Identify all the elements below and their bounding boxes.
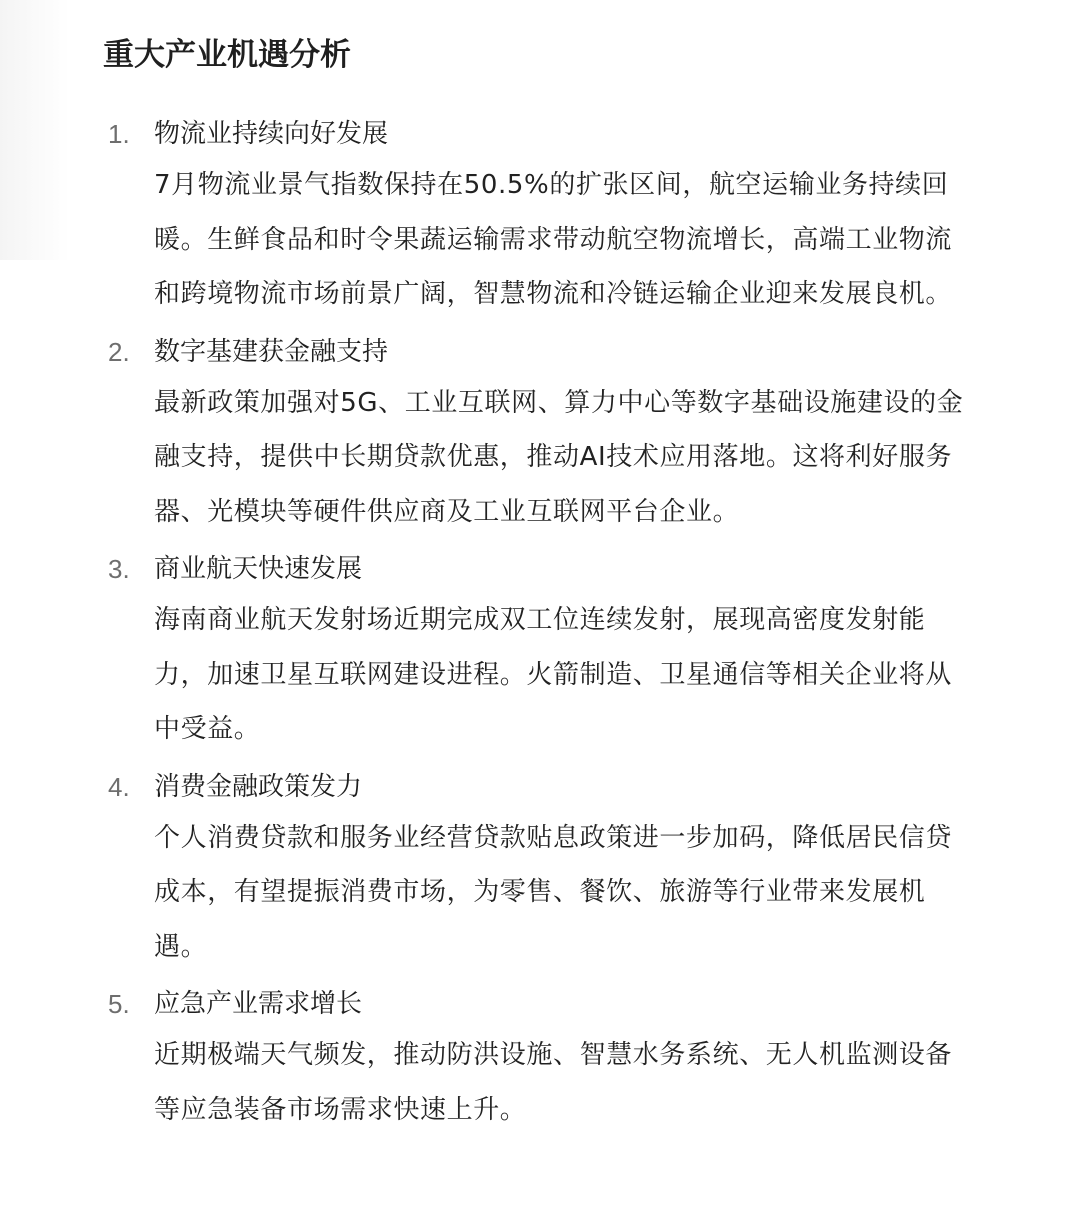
page-title: 重大产业机遇分析 [103,37,351,73]
item-title: 物流业持续向好发展 [154,119,389,149]
list-number: 1. [108,119,130,149]
list-number: 4. [108,771,130,802]
description-line: 7月物流业景气指数保持在50.5%的扩张区间，航空运输业务持续回 [154,170,949,200]
opportunity-list [0,110,1080,1137]
description-line: 中受益。 [154,714,261,744]
list-item [0,328,1080,540]
description-line: 近期极端天气频发，推动防洪设施、智慧水务系统、无人机监测设备 [154,1040,953,1070]
item-title: 消费金融政策发力 [154,771,363,802]
description-line: 遇。 [154,931,208,962]
item-title: 商业航天快速发展 [154,554,363,584]
description-line: 个人消费贷款和服务业经营贷款贴息政策进一步加码，降低居民信贷 [154,822,953,853]
description-line: 器、光模块等硬件供应商及工业互联网平台企业。 [154,496,740,527]
description-line: 最新政策加强对5G、工业互联网、算力中心等数字基础设施建设的金 [154,387,964,418]
description-line: 力，加速卫星互联网建设进程。火箭制造、卫星通信等相关企业将从 [154,659,953,690]
description-line: 和跨境物流市场前景广阔，智慧物流和冷链运输企业迎来发展良机。 [154,279,953,309]
item-title: 应急产业需求增长 [154,989,363,1019]
description-line: 暖。生鲜食品和时令果蔬运输需求带动航空物流增长，高端工业物流 [154,224,953,255]
description-line: 海南商业航天发射场近期完成双工位连续发射，展现高密度发射能 [154,605,926,635]
description-line: 融支持，提供中长期贷款优惠，推动AI技术应用落地。这将利好服务 [154,442,953,472]
list-number: 2. [108,336,130,367]
description-line: 等应急装备市场需求快速上升。 [154,1094,527,1125]
description-line: 成本，有望提振消费市场，为零售、餐饮、旅游等行业带来发展机 [154,877,926,907]
list-number: 3. [108,554,130,584]
list-item [0,545,1080,757]
list-item [0,763,1080,975]
list-number: 5. [108,989,130,1019]
list-item [0,980,1080,1137]
item-title: 数字基建获金融支持 [154,336,389,367]
list-item [0,110,1080,322]
